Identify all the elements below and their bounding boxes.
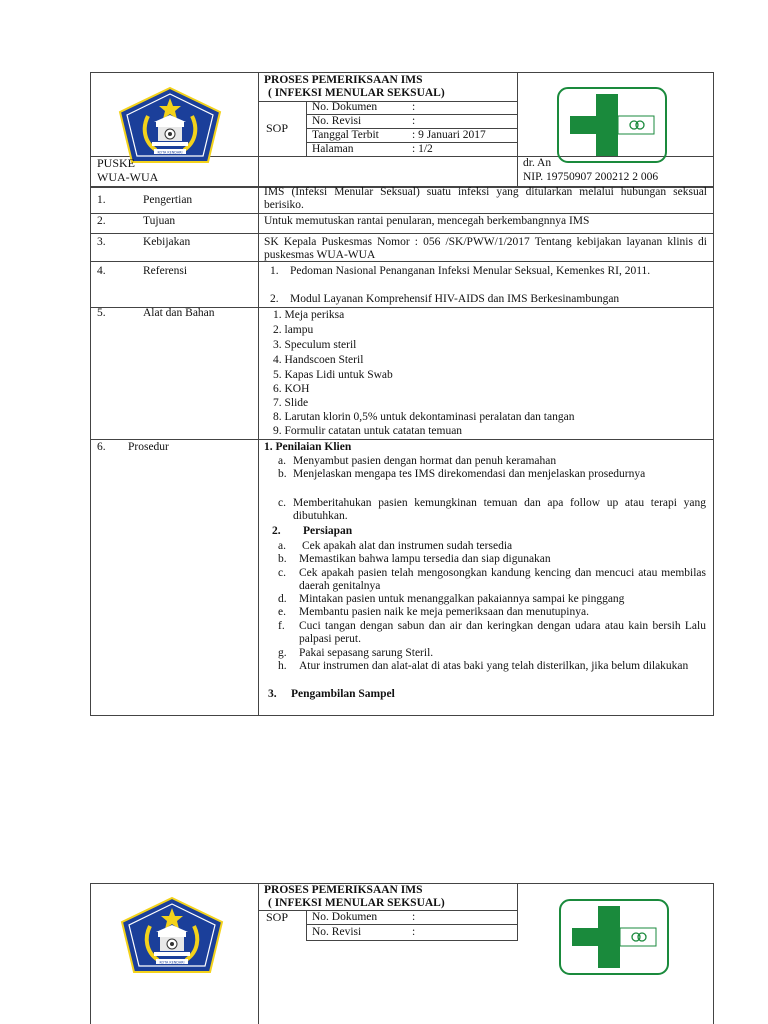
meta-label: No. Revisi bbox=[312, 926, 362, 938]
list-letter: b. bbox=[278, 553, 287, 565]
meta-label: No. Revisi bbox=[312, 115, 362, 127]
procedure-step: Memastikan bahwa lampu tersedia dan siap digunakan bbox=[299, 553, 551, 565]
procedure-step: Menyambut pasien dengan hormat dan penuh keramahan bbox=[293, 455, 557, 467]
meta-value: : bbox=[412, 911, 416, 923]
row-number: 2. bbox=[97, 215, 106, 227]
procedure-step: Cuci tangan dengan sabun dan air dan keringkan dengan udara atau kain bersih Lalu palpasi perut. bbox=[299, 620, 706, 645]
meta-line bbox=[306, 924, 517, 925]
health-cross-logo bbox=[556, 86, 668, 164]
list-letter: b. bbox=[278, 468, 287, 480]
procedure-step: Mintakan pasien untuk menanggalkan pakaiannya sampai ke pinggang bbox=[299, 593, 625, 605]
sop-label: SOP bbox=[266, 121, 289, 135]
row-text: Untuk memutuskan rantai penularan, mencegah berkembangnnya IMS bbox=[264, 215, 590, 227]
list-letter: f. bbox=[278, 620, 285, 632]
health-cross-logo bbox=[558, 898, 670, 976]
meta-value: : bbox=[412, 926, 416, 938]
row-line bbox=[90, 213, 714, 214]
row-number: 1. bbox=[97, 194, 106, 206]
procedure-step: Membantu pasien naik ke meja pemeriksaan dan menutupinya. bbox=[299, 606, 589, 618]
row-number: 6. bbox=[97, 441, 106, 453]
regional-emblem-logo bbox=[120, 896, 224, 976]
row-number: 3. bbox=[97, 236, 106, 248]
list-letter: h. bbox=[278, 660, 287, 672]
equipment-item: 7. Slide bbox=[273, 397, 309, 409]
row-label: Kebijakan bbox=[143, 236, 191, 248]
equipment-item: 2. lampu bbox=[273, 324, 314, 336]
list-number: 2. bbox=[270, 293, 279, 305]
title-underline bbox=[258, 101, 517, 102]
row-line bbox=[90, 233, 714, 234]
section-title: 1. Penilaian Klien bbox=[264, 441, 352, 453]
list-letter: c. bbox=[278, 567, 286, 579]
signer-nip: NIP. 19750907 200212 2 006 bbox=[523, 171, 659, 183]
equipment-item: 9. Formulir catatan untuk catatan temuan bbox=[273, 425, 463, 437]
row-label: Tujuan bbox=[143, 215, 176, 227]
meta-label: Tanggal Terbit bbox=[312, 129, 379, 141]
meta-value: : bbox=[412, 101, 416, 113]
list-letter: g. bbox=[278, 647, 287, 659]
meta-line bbox=[306, 940, 517, 941]
row-text: IMS (Infeksi Menular Seksual) suatu infeksi yang ditularkan melalui hubungan seksual berisiko. bbox=[264, 186, 707, 211]
equipment-item: 1. Meja periksa bbox=[273, 309, 345, 321]
list-number: 1. bbox=[270, 265, 279, 277]
meta-label: Halaman bbox=[312, 143, 354, 155]
row-line bbox=[90, 439, 714, 440]
row-label: Alat dan Bahan bbox=[143, 307, 215, 319]
section-number: 2. bbox=[272, 525, 281, 537]
list-letter: d. bbox=[278, 593, 287, 605]
meta-value: : 1/2 bbox=[412, 143, 433, 155]
doc-title-line2: ( INFEKSI MENULAR SEKSUAL) bbox=[268, 87, 445, 99]
equipment-item: 6. KOH bbox=[273, 383, 310, 395]
meta-label: No. Dokumen bbox=[312, 911, 378, 923]
row-text: SK Kepala Puskesmas Nomor : 056 /SK/PWW/1/2017 Tentang kebijakan layanan klinis di puskesmas WUA-WUA bbox=[264, 236, 707, 261]
equipment-item: 4. Handscoen Steril bbox=[273, 354, 364, 366]
meta-value: : 9 Januari 2017 bbox=[412, 129, 486, 141]
svg-text:KOTA KENDARI: KOTA KENDARI bbox=[157, 150, 183, 155]
org-name-line2: WUA-WUA bbox=[97, 170, 159, 184]
row-label: Referensi bbox=[143, 265, 188, 277]
procedure-step: Pakai sepasang sarung Steril. bbox=[299, 647, 434, 659]
regional-emblem-logo bbox=[118, 86, 222, 166]
equipment-item: 8. Larutan klorin 0,5% untuk dekontaminasi peralatan dan tangan bbox=[273, 411, 575, 423]
procedure-step: Menjelaskan mengapa tes IMS direkomendasi dan menjelaskan prosedurnya bbox=[293, 468, 646, 480]
doc-title-line2: ( INFEKSI MENULAR SEKSUAL) bbox=[268, 897, 445, 909]
doc-title-line1: PROSES PEMERIKSAAN IMS bbox=[264, 74, 423, 86]
title-underline bbox=[258, 910, 517, 911]
section-title: Persiapan bbox=[303, 525, 353, 537]
row-label: Prosedur bbox=[128, 441, 169, 453]
equipment-item: 5. Kapas Lidi untuk Swab bbox=[273, 369, 393, 381]
sop-label: SOP bbox=[266, 910, 289, 924]
section-number: 3. bbox=[268, 688, 277, 700]
list-letter: a. bbox=[278, 455, 286, 467]
meta-value: : bbox=[412, 115, 416, 127]
procedure-step: Cek apakah pasien telah mengosongkan kandung kencing dan mencuci atau membilas daerah genitalnya bbox=[299, 567, 706, 592]
sop-divider bbox=[306, 910, 307, 941]
col-divider-right bbox=[517, 72, 518, 187]
reference-item: Modul Layanan Komprehensif HIV-AIDS dan IMS Berkesinambungan bbox=[290, 293, 620, 305]
svg-text:KOTA KENDARI: KOTA KENDARI bbox=[159, 960, 185, 965]
equipment-item: 3. Speculum steril bbox=[273, 339, 357, 351]
list-letter: c. bbox=[278, 497, 286, 509]
org-name-line1: PUSKE bbox=[97, 156, 136, 170]
doc-title-line1: PROSES PEMERIKSAAN IMS bbox=[264, 884, 423, 896]
col-divider-right bbox=[517, 883, 518, 941]
col-divider-left bbox=[258, 883, 259, 1024]
list-letter: a. bbox=[278, 540, 286, 552]
section-title: Pengambilan Sampel bbox=[291, 688, 395, 700]
procedure-step: Cek apakah alat dan instrumen sudah tersedia bbox=[302, 540, 513, 552]
meta-label: No. Dokumen bbox=[312, 101, 378, 113]
procedure-step: Atur instrumen dan alat-alat di atas baki yang telah disterilkan, jika belum dilakukan bbox=[299, 660, 689, 672]
row-number: 5. bbox=[97, 307, 106, 319]
procedure-step: Memberitahukan pasien kemungkinan temuan dan apa follow up atau terapi yang dibutuhkan. bbox=[293, 497, 706, 522]
signer-name: dr. An bbox=[523, 157, 552, 169]
list-letter: e. bbox=[278, 606, 286, 618]
reference-item: Pedoman Nasional Penanganan Infeksi Menular Seksual, Kemenkes RI, 2011. bbox=[290, 265, 651, 277]
row-label: Pengertian bbox=[143, 194, 193, 206]
row-number: 4. bbox=[97, 265, 106, 277]
